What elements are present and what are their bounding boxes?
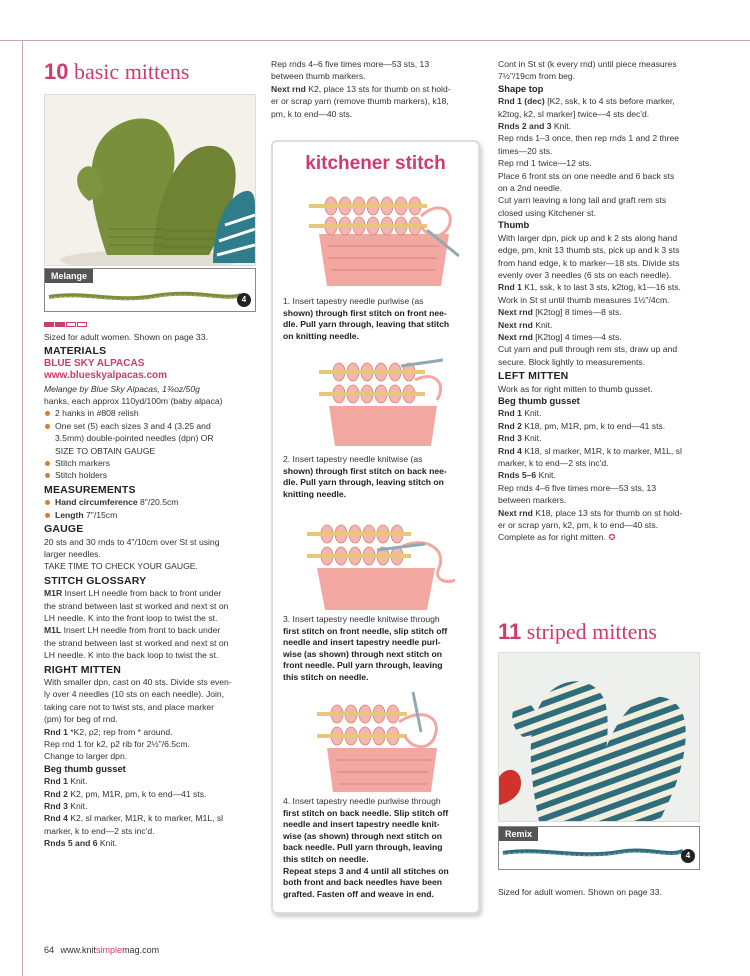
step-3-line: needle and insert tapestry needle purl- (283, 637, 441, 648)
instruction-line: Rnd 2 K2, pm, M1R, pm, k to end—41 sts. (44, 788, 207, 799)
step-4-line: needle and insert tapestry needle knit- (283, 819, 440, 830)
striped-mittens-image (499, 653, 699, 821)
instruction-line: With smaller dpn, cast on 40 sts. Divide sts even- (44, 676, 232, 687)
measurement-item: Hand circumference 8"/20.5cm (44, 496, 254, 508)
yarn-brand: BLUE SKY ALPACAS (44, 357, 145, 369)
kitchener-stitch-box (271, 140, 480, 914)
instruction-line: Rep rnds 4–6 five times more—53 sts, 13 (271, 59, 430, 69)
striped-mittens-photo (498, 652, 700, 822)
step-2-line: knitting needle. (283, 488, 347, 499)
instruction-line: Rnd 1 *K2, p2; rep from * around. (44, 726, 173, 737)
instruction-line: marker, k to end—2 sts inc'd. (498, 458, 609, 468)
thumb-gusset-heading: Beg thumb gusset (44, 762, 126, 774)
green-mittens-photo (44, 94, 256, 266)
instruction-line: er or scrap yarn, k2, pm, k to end—40 sts. (498, 520, 659, 531)
pattern-name: striped mittens (526, 619, 657, 644)
material-item: One set (5) each sizes 3 and 4 (3.25 and 3.5mm) double-pointed needles (dpn) OR SIZE TO OBTAIN GAUGE (44, 420, 254, 457)
page-number: 64 (44, 945, 55, 955)
instruction-line: Work in St st until thumb measures 1½"/4cm. (498, 294, 670, 305)
instruction-line: on a 2nd needle. (498, 183, 563, 194)
instruction-line: Rnd 3 Knit. (498, 433, 542, 444)
step-2-line: 2. Insert tapestry needle knitwise (as (283, 454, 423, 464)
instruction-line: Change to larger dpn. (44, 751, 128, 762)
step-3-line: first stitch on front needle, slip stitch off (283, 625, 448, 636)
instruction-line: taking care not to twist sts, and place marker (44, 701, 215, 712)
step-1-line: 1. Insert tapestry needle purlwise (as (283, 296, 424, 306)
glossary-line: the strand between last st worked and next st on (44, 600, 229, 611)
measurements-heading: MEASUREMENTS (44, 483, 136, 496)
instruction-line: times—20 sts. (498, 145, 553, 156)
gauge-line: 20 sts and 30 rnds to 4"/10cm over St st using (44, 536, 220, 547)
glossary-line: LH needle. K into the back loop to twist the st. (44, 650, 219, 661)
instruction-line: Next rnd K18, place 13 sts for thumb on st hold- (498, 507, 683, 518)
step-4-line: 4. Insert tapestry needle purlwise through (283, 796, 441, 806)
left-mitten-heading: LEFT MITTEN (498, 370, 569, 383)
instruction-line: closed using Kitchener st. (498, 207, 596, 218)
glossary-line: the strand between last st worked and next st on (44, 637, 229, 648)
materials-list (44, 407, 254, 481)
left-rule (22, 40, 23, 976)
step-1-line: on knitting needle. (283, 330, 359, 341)
glossary-line: M1R Insert LH needle from back to front under (44, 588, 222, 599)
end-mark-icon: ✪ (608, 532, 616, 543)
step-4-line: first stitch on back needle. Slip stitch off (283, 807, 449, 818)
remix-yarn-strand (499, 827, 699, 869)
yarn-label: Melange (45, 269, 93, 283)
step-3-line: wise (as shown) through next stitch on (283, 648, 442, 659)
thumb-gusset-heading: Beg thumb gusset (498, 394, 580, 406)
instruction-line: With larger dpn, pick up and k 2 sts along hand (498, 232, 678, 243)
material-item: Stitch markers (44, 457, 254, 469)
yarn-desc-2: hanks, each approx 110yd/100m (baby alpaca) (44, 396, 223, 407)
top-rule (0, 40, 750, 41)
melange-yarn-strand (45, 269, 255, 311)
yarn-weight-badge: 4 (237, 293, 251, 307)
right-mitten-heading: RIGHT MITTEN (44, 663, 122, 676)
step-1-line: dle. Pull yarn through, leaving that stitch (283, 319, 450, 330)
step-4-line: back needle. Pull yarn through, leaving (283, 842, 443, 853)
step-3-line: this stitch on needle. (283, 671, 369, 682)
instruction-line: Next rnd [K2tog] 8 times—8 sts. (498, 307, 622, 318)
yarn-weight-badge: 4 (681, 849, 695, 863)
instruction-line: edge, pm, knit 13 thumb sts, pick up and k 3 sts (498, 245, 680, 256)
instruction-line: k2tog, k2, sl marker] twice—4 sts dec'd. (498, 108, 650, 119)
step-4-line: wise (as shown) through next stitch on (283, 830, 442, 841)
instruction-line: Rep rnds 1–3 once, then rep rnds 1 and 2 three (498, 133, 680, 144)
repeat-line: both front and back needles have been (283, 877, 443, 888)
yarn-label: Remix (499, 827, 538, 841)
instruction-line: ly over 4 needles (10 sts on each needle). Join, (44, 689, 225, 700)
gauge-line: larger needles. (44, 548, 101, 559)
yarn-desc-1: Melange by Blue Sky Alpacas, 1¾oz/50g (44, 383, 200, 394)
instruction-line: Rnds 5 and 6 Knit. (44, 838, 118, 849)
remix-yarn-swatch (498, 826, 700, 870)
instruction-line: Work as for right mitten to thumb gusset. (498, 383, 653, 394)
measurements-list (44, 496, 254, 521)
size-line: Sized for adult women. Shown on page 33. (498, 887, 662, 897)
instruction-line: Next rnd K2, place 13 sts for thumb on st hold- (271, 83, 451, 94)
kitchener-step-2-illustration (319, 350, 449, 450)
size-line: Sized for adult women. Shown on page 33. (44, 332, 208, 342)
instruction-line: pm, k to end—40 sts. (271, 108, 353, 119)
melange-yarn-swatch (44, 268, 256, 312)
instruction-line: Rep rnds 4–6 five times more—53 sts, 13 (498, 482, 657, 493)
pattern-number: 10 (44, 59, 69, 84)
instruction-line: marker, k to end—2 sts inc'd. (44, 825, 155, 836)
step-3-line: 3. Insert tapestry needle knitwise through (283, 614, 440, 624)
materials-heading: MATERIALS (44, 345, 107, 358)
instruction-line: Next rnd [K2tog] 4 times—4 sts. (498, 331, 622, 342)
instruction-line: secure. Block lightly to measurements. (498, 356, 646, 367)
instruction-line: Cut yarn leaving a long tail and graft rem sts (498, 195, 667, 206)
kitchener-step-3-illustration (307, 510, 457, 615)
step-1-line: shown) through first stitch on front nee- (283, 307, 447, 318)
kitchener-title: kitchener stitch (305, 153, 446, 174)
gauge-line: TAKE TIME TO CHECK YOUR GAUGE. (44, 561, 198, 572)
page-footer (44, 945, 159, 955)
instruction-line: er or scrap yarn (remove thumb markers), k18, (271, 96, 449, 107)
repeat-line: Repeat steps 3 and 4 until all stitches on (283, 865, 449, 876)
instruction-line: (pm) for beg of rnd. (44, 714, 118, 725)
instruction-line: Rnd 1 K1, ssk, k to last 3 sts, k2tog, k1—16 sts. (498, 282, 681, 293)
brand-website: www.blueskyalpacas.com (44, 370, 168, 382)
pattern-name: basic mittens (73, 59, 190, 84)
instruction-line: Place 6 front sts on one needle and 6 back sts (498, 170, 675, 181)
step-2-line: shown) through first stitch on back nee- (283, 465, 447, 476)
instruction-line: from hand edge, k to marker—18 sts. Divide sts (498, 257, 680, 268)
green-mittens-image (45, 95, 255, 265)
instruction-line: Rnds 2 and 3 Knit. (498, 121, 572, 132)
glossary-line: M1L Insert LH needle from front to back under (44, 625, 221, 636)
instruction-line: Rnd 1 (dec) [K2, ssk, k to 4 sts before marker, (498, 96, 675, 107)
instruction-line: Rep rnd 1 twice—12 sts. (498, 158, 592, 169)
step-2-line: dle. Pull yarn through, leaving stitch on (283, 477, 444, 488)
instruction-line: Cut yarn and pull through rem sts, draw up and (498, 344, 678, 355)
footer-site: www.knitsimplemag.com (60, 945, 160, 955)
instruction-line: Rnd 2 K18, pm, M1R, pm, k to end—41 sts. (498, 420, 666, 431)
glossary-heading: STITCH GLOSSARY (44, 574, 147, 587)
instruction-line: Rnd 1 Knit. (44, 776, 88, 787)
glossary-line: LH needle. K into the front loop to twist the st. (44, 612, 218, 623)
pattern-number: 11 (498, 619, 522, 644)
gauge-heading: GAUGE (44, 523, 84, 536)
thumb-heading: Thumb (498, 219, 530, 231)
pattern-11-title (498, 618, 657, 646)
instruction-line: 7½"/19cm from beg. (498, 71, 576, 82)
instruction-line: Rep rnd 1 for k2, p2 rib for 2½"/6.5cm. (44, 739, 190, 749)
skill-level-indicator (44, 318, 87, 330)
kitchener-step-1-illustration (309, 186, 459, 291)
kitchener-step-4-illustration (313, 688, 453, 798)
instruction-line: Rnd 3 Knit. (44, 801, 88, 812)
instruction-line: Cont in St st (k every rnd) until piece measures (498, 59, 677, 69)
instruction-line: Rnd 4 K18, sl marker, M1R, k to marker, M1L, sl (498, 445, 682, 456)
step-3-line: front needle. Pull yarn through, leaving (283, 660, 443, 671)
instruction-line: between thumb markers. (271, 71, 366, 82)
instruction-line: Complete as for right mitten. ✪ (498, 532, 616, 543)
pattern-10-title (44, 58, 189, 86)
instruction-line: Rnd 1 Knit. (498, 408, 542, 419)
instruction-line: between markers. (498, 495, 567, 506)
material-item: 2 hanks in #808 relish (44, 407, 254, 419)
instruction-line: Rnd 4 K2, sl marker, M1R, k to marker, M1L, sl (44, 813, 224, 824)
repeat-line: grafted. Fasten off and weave in end. (283, 888, 434, 899)
instruction-line: evenly over 3 needles (6 sts on each needle). (498, 269, 672, 280)
instruction-line: Next rnd Knit. (498, 319, 553, 330)
step-4-line: this stitch on needle. (283, 853, 369, 864)
material-item: Stitch holders (44, 469, 254, 481)
shape-top-heading: Shape top (498, 82, 544, 94)
measurement-item: Length 7"/15cm (44, 509, 254, 521)
instruction-line: Rnds 5–6 Knit. (498, 470, 556, 481)
